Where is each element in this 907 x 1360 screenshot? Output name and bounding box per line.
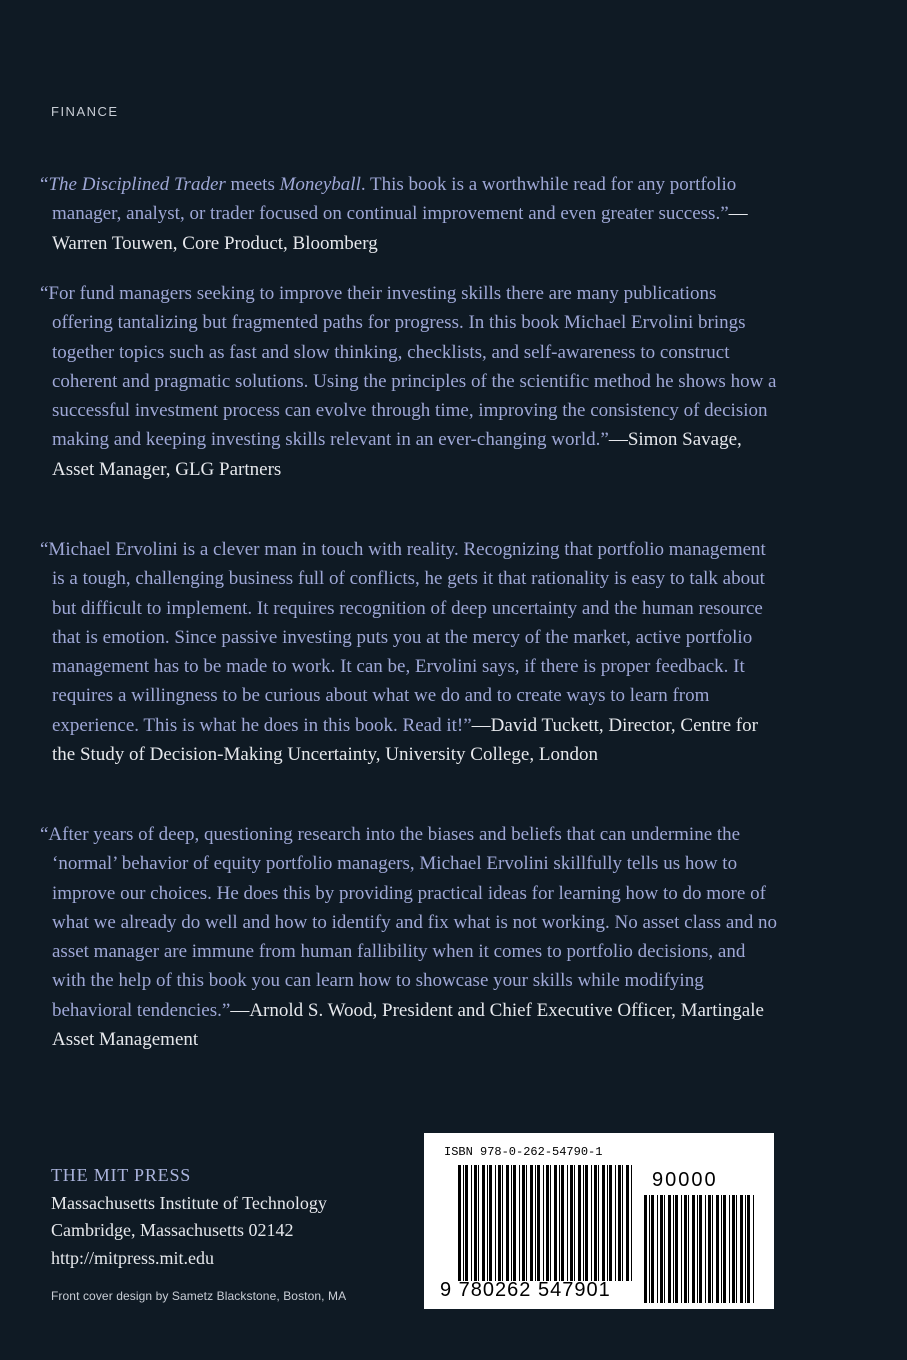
category-label: FINANCE: [51, 104, 119, 119]
barcode-bar: [626, 1165, 629, 1281]
barcode-bar: [513, 1165, 516, 1281]
blurb-attribution: —David Tuckett, Director, Centre for the Study of Decision-Making Uncertainty, University College, London: [52, 714, 758, 766]
barcode-bar: [712, 1195, 713, 1303]
publisher-block: [51, 1162, 327, 1272]
barcode-bar: [747, 1195, 750, 1303]
isbn-text: ISBN 978-0-262-54790-1: [444, 1145, 603, 1159]
barcode-bar: [615, 1165, 616, 1281]
barcode-bar: [474, 1165, 477, 1281]
book-title-disciplined-trader: The Disciplined Trader: [48, 174, 226, 195]
barcode-bar: [708, 1195, 711, 1303]
barcode-bar: [506, 1165, 509, 1281]
blurb-3: [40, 535, 782, 769]
blurb-attribution: —Warren Touwen, Core Product, Bloomberg: [52, 203, 748, 254]
barcode-bar: [675, 1195, 678, 1303]
barcode-bar: [482, 1165, 485, 1281]
barcode-bar: [688, 1195, 689, 1303]
barcode-bar: [657, 1195, 658, 1303]
blurb-join: meets: [225, 174, 280, 195]
barcode-bar: [463, 1165, 464, 1281]
barcode-bar: [522, 1165, 525, 1281]
barcode-bar: [631, 1165, 632, 1281]
barcode-bar: [753, 1195, 754, 1303]
barcode-label: [424, 1133, 774, 1309]
cover-design-credit: Front cover design by Sametz Blackstone, Boston, MA: [51, 1289, 347, 1303]
barcode-bar: [651, 1195, 654, 1303]
barcode-bar: [511, 1165, 512, 1281]
barcode-bar: [526, 1165, 527, 1281]
barcode-bar: [668, 1195, 671, 1303]
blurb-text: “For fund managers seeking to improve their investing skills there are many publications offering tantalizing but fragmented paths for progress. In this book Michael Ervolini brings together topics such as fast and slow thinking, checklists, and self-awareness to construct coherent and pragmatic solutions. Using the principles of the scientific method he shows how a successful investment process can evolve through time, improving the consistency of decision making and keeping investing skills relevant in an ever-changing world.”: [40, 283, 777, 451]
barcode-bar: [535, 1165, 536, 1281]
barcode-bar: [465, 1165, 468, 1281]
blurb-attribution: —Arnold S. Wood, President and Chief Executive Officer, Martingale Asset Management: [52, 999, 764, 1051]
barcode-bar: [561, 1165, 564, 1281]
barcode-bar: [458, 1165, 461, 1281]
barcode-bar: [740, 1195, 743, 1303]
addon-digits: 90000: [652, 1169, 718, 1191]
barcode-bar: [585, 1165, 588, 1281]
barcode-bar: [705, 1195, 706, 1303]
barcode-bar: [567, 1165, 568, 1281]
barcode-bar: [729, 1195, 730, 1303]
barcode-bar: [559, 1165, 560, 1281]
barcode-bar: [716, 1195, 719, 1303]
barcode-bar: [622, 1165, 623, 1281]
barcode-bar: [602, 1165, 605, 1281]
blurb-4: [40, 820, 782, 1054]
barcode-bar: [664, 1195, 665, 1303]
barcode-bar: [732, 1195, 735, 1303]
barcode-bar: [502, 1165, 503, 1281]
barcode-bar: [673, 1195, 674, 1303]
barcode-bar: [478, 1165, 479, 1281]
barcode-bar: [570, 1165, 573, 1281]
barcode-bar: [519, 1165, 520, 1281]
barcode-bar: [543, 1165, 544, 1281]
barcode-bar: [723, 1195, 726, 1303]
barcode-bar: [546, 1165, 549, 1281]
publisher-address: Cambridge, Massachusetts 02142: [51, 1220, 294, 1240]
barcode-bar: [660, 1195, 663, 1303]
barcode-bar: [598, 1165, 599, 1281]
blurb-1: [40, 170, 782, 258]
barcode-bar: [697, 1195, 698, 1303]
barcode-bar: [644, 1195, 647, 1303]
barcode-bar: [745, 1195, 746, 1303]
barcode-bar: [487, 1165, 488, 1281]
publisher-institution: Massachusetts Institute of Technology: [51, 1192, 327, 1213]
barcode-bar: [684, 1195, 687, 1303]
barcode-bar: [649, 1195, 650, 1303]
publisher-name: THE MIT PRESS: [51, 1165, 192, 1185]
barcode-bar: [609, 1165, 612, 1281]
barcode-bar: [594, 1165, 597, 1281]
barcode-bar: [699, 1195, 702, 1303]
blurb-text: “After years of deep, questioning research into the biases and beliefs that can undermine the ‘normal’ behavior of equity portfolio managers, Michael Ervolini skillfully tells us how to improve our choices. He does this by providing practical ideas for learning how to do more of what we already do well and how to identify and fix what is not working. No asset class and no asset manager are immune from human fallibility when it comes to portfolio decisions, and with the help of this book you can learn how to showcase your skills while modifying behavioral tendencies.”: [40, 824, 778, 1021]
blurb-attribution: —Simon Savage, Asset Manager, GLG Partners: [52, 429, 742, 480]
barcode-bar: [721, 1195, 722, 1303]
blurb-2: [40, 279, 782, 484]
quote-mark: “: [40, 174, 49, 195]
barcode-bar: [489, 1165, 492, 1281]
barcode-bar: [583, 1165, 584, 1281]
barcode-bar: [591, 1165, 592, 1281]
barcode-bar: [681, 1195, 682, 1303]
barcode-bar: [498, 1165, 501, 1281]
barcode-bar: [495, 1165, 496, 1281]
blurb-text: “Michael Ervolini is a clever man in touch with reality. Recognizing that portfolio management is a tough, challenging business full of conflicts, he gets it that rationality is easy to talk about but difficult to implement. It requires recognition of deep uncertainty and the human resource that is emotion. Since passive investing puts you at the mercy of the market, active portfolio management has to be made to work. It can be, Ervolini says, if there is proper feedback. It requires a willingness to be curious about what we do and to create ways to learn from experience. This is what he does in this book. Read it!”: [40, 539, 766, 736]
barcode-bar: [550, 1165, 551, 1281]
barcode-bar: [554, 1165, 557, 1281]
ean-digits: 9 780262 547901: [440, 1279, 611, 1301]
blurb-text: . This book is a worthwhile read for any portfolio manager, analyst, or trader focused on continual improvement and even greater success.”: [52, 174, 737, 225]
book-title-moneyball: Moneyball: [279, 174, 361, 195]
barcode-bar: [736, 1195, 737, 1303]
barcode-bar: [578, 1165, 581, 1281]
barcode-bar: [471, 1165, 472, 1281]
barcode-bar: [574, 1165, 575, 1281]
publisher-url: http://mitpress.mit.edu: [51, 1247, 214, 1268]
barcode-bar: [618, 1165, 621, 1281]
barcode-bar: [607, 1165, 608, 1281]
barcode-bar: [692, 1195, 695, 1303]
barcode-bar: [537, 1165, 540, 1281]
barcode-bar: [530, 1165, 533, 1281]
